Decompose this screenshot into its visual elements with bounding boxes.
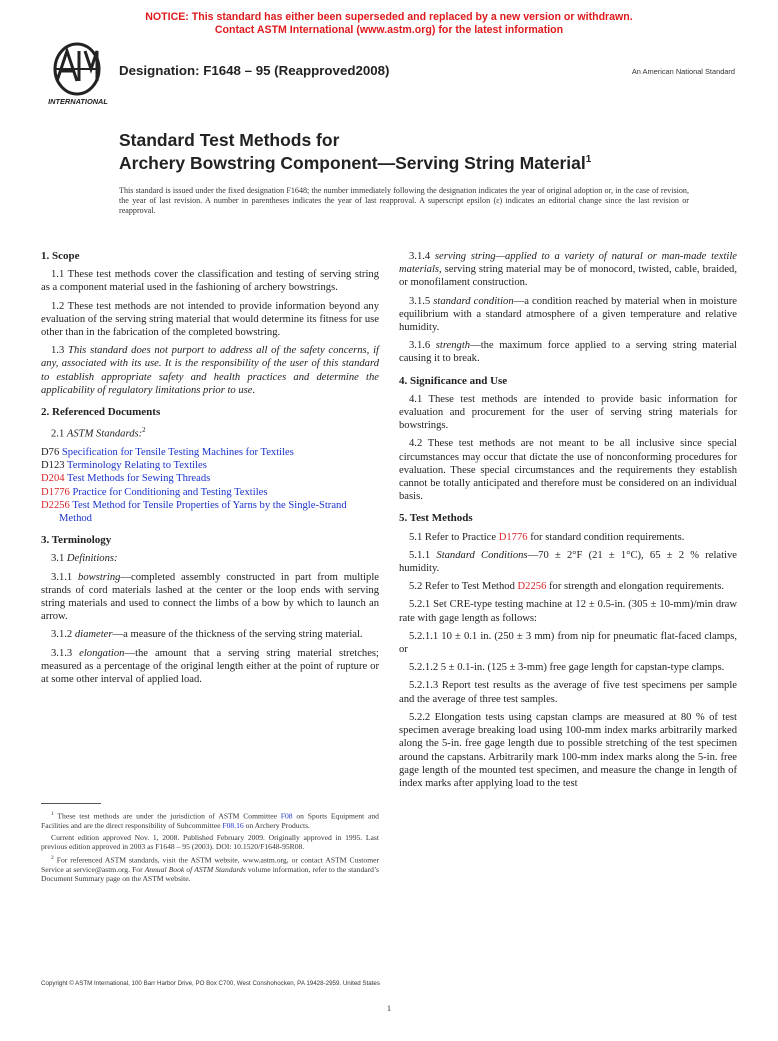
section-heading-test-methods: 5. Test Methods <box>399 512 473 525</box>
para-3-1-5: 3.1.5 standard condition—a condition reached by material when in moisture equilibrium with a standard atmosphere of a given temperature and relative humidity. <box>399 295 737 334</box>
copyright: Copyright © ASTM International, 100 Barr Harbor Drive, PO Box C700, West Conshohocken, PA 19428-2959. United States <box>41 980 380 987</box>
reference-item[interactable]: D1776 Practice for Conditioning and Testing Textiles <box>41 486 268 498</box>
footnote-ref-2[interactable]: 2 <box>142 426 146 435</box>
preamble: This standard is issued under the fixed designation F1648; the number immediately following the designation indicates the year of original adoption or, in the case of revision, the year of last revision. A number in parentheses indicates the year of last reapproval. A superscript epsilon (ε) indicates an editorial change since the last revision or reapproval. <box>119 186 689 216</box>
para-1-1: 1.1 These test methods cover the classification and testing of serving string as a component material used in the fashioning of archery bowstrings. <box>41 269 379 294</box>
para-3-1-6: 3.1.6 strength—the maximum force applied to a serving string material causing it to break. <box>399 340 737 365</box>
para-5-2-1: 5.2.1 Set CRE-type testing machine at 12 ± 0.5-in. (305 ± 10-mm)/min draw rate with gage length as follows: <box>399 599 737 624</box>
para-5-1: 5.1 Refer to Practice D1776 for standard condition requirements. <box>409 531 685 543</box>
para-3-1: 3.1 Definitions: <box>51 553 118 565</box>
test-method-link[interactable]: D2256 <box>517 581 547 593</box>
notice-line-2: Contact ASTM International (www.astm.org) for the latest information <box>214 23 564 36</box>
footnote-1: $^1$ These test methods are under the jurisdiction of ASTM Committee F08 on Sports Equipment and Facilities and are the direct responsibility of Subcommittee F08.16 on Archery Products. <box>41 811 379 831</box>
para-2-1: 2.1 ASTM Standards:$^2$ <box>51 426 146 440</box>
national-standard-label: An American National Standard <box>631 67 735 76</box>
section-heading-terminology: 3. Terminology <box>41 534 112 547</box>
para-3-1-1: 3.1.1 bowstring—completed assembly constructed in part from multiple strands of cord materials lashed at the center or the loop ends with serving string materials and used to connect the limbs of a bow by which to launch an arrow. <box>41 571 379 623</box>
para-1-2: 1.2 These test methods are not intended to provide information beyond any evaluation of the serving string material that would determine its fitness for use other than in the fabrication of the completed bowstring. <box>41 300 379 339</box>
reference-item[interactable]: D76 Specification for Tensile Testing Machines for Textiles <box>41 446 294 458</box>
para-5-2: 5.2 Refer to Test Method D2256 for strength and elongation requirements. <box>409 581 725 593</box>
para-3-1-3: 3.1.3 elongation—the amount that a serving string material stretches; measured as a percentage of the original length either at the point of rupture or at some other interval of applied load. <box>41 647 379 686</box>
footnote-1-edition: Current edition approved Nov. 1, 2008. Published February 2009. Originally approved in 1995. Last previous edition approved in 2003 as F1648 – 95 (2003). DOI: 10.1520/F1648-95R08. <box>41 832 379 852</box>
practice-link[interactable]: D1776 <box>498 531 528 543</box>
page-number: 1 <box>386 1003 392 1013</box>
para-1-3: 1.3 This standard does not purport to address all of the safety concerns, if any, associated with its use. It is the responsibility of the user of this standard to establish appropriate safety and health practices and determine the applicability of regulatory limitations prior to use. <box>41 345 379 396</box>
logo-text: INTERNATIONAL <box>48 97 108 106</box>
title-footnote-ref[interactable]: 1 <box>585 154 592 165</box>
title-line-1: Standard Test Methods for <box>119 130 340 150</box>
designation: Designation: F1648 – 95 (Reapproved2008) <box>119 63 390 78</box>
left-column <box>41 250 379 691</box>
para-5-1-1: 5.1.1 Standard Conditions—70 ± 2°F (21 ± 1°C), 65 ± 2 % relative humidity. <box>399 549 737 575</box>
notice-banner <box>0 11 778 36</box>
para-5-2-1-3: 5.2.1.3 Report test results as the average of five test specimens per sample and the average of three test samples. <box>399 680 737 705</box>
footnote-2: $^2$ For referenced ASTM standards, visit the ASTM website, www.astm.org, or contact ASTM Customer Service at service@astm.org. For Annual Book of ASTM Standards volume information, refer to the standard’s Document Summary page on the ASTM website. <box>41 854 380 884</box>
para-5-2-2: 5.2.2 Elongation tests using capstan clamps are measured at 80 % of test specimen average breaking load using 100-mm index marks arbitrarily marked along the 5-in. free gage length due to possible stretching of the test specimen around the capstans. Arbitrarily mark 100-mm index marks along the 5-in. free gage length of the mounted test specimen, and measure the change in length of index marks after applying load to the test <box>399 711 737 789</box>
para-5-2-1-2: 5.2.1.2 5 ± 0.1-in. (125 ± 3-mm) free gage length for capstan-type clamps. <box>409 662 725 674</box>
section-heading-references: 2. Referenced Documents <box>41 406 161 419</box>
notice-line-1: NOTICE: This standard has either been superseded and replaced by a new version or withdrawn. <box>145 11 633 23</box>
para-4-1: 4.1 These test methods are intended to provide basic information for evaluation and procurement for the user of serving string materials for bowstrings. <box>399 393 737 432</box>
title-line-2: Archery Bowstring Component—Serving String Material$^1$ <box>119 152 592 173</box>
reference-item[interactable]: D2256 Test Method for Tensile Properties of Yarns by the Single-Strand Method <box>41 499 347 524</box>
right-column <box>399 250 737 795</box>
para-5-2-1-1: 5.2.1.1 10 ± 0.1 in. (250 ± 3 mm) from nip for pneumatic flat-faced clamps, or <box>399 630 737 656</box>
para-4-2: 4.2 These test methods are not meant to be all inclusive since special circumstances may occur that dictate the use of nonconforming procedures for evaluation. These special circumstances and the requirements they establish cannot be totally anticipated and therefore must be considered on an individual basis. <box>399 438 737 503</box>
para-3-1-4: 3.1.4 serving string—applied to a variety of natural or man-made textile materials, serving string material may be of monocord, twisted, cable, braided, or monofilament construction. <box>399 251 737 289</box>
subcommittee-link[interactable]: F08.16 <box>222 821 244 831</box>
section-heading-scope: 1. Scope <box>41 250 80 262</box>
para-3-1-2: 3.1.2 diameter—a measure of the thickness of the serving string material. <box>51 629 363 641</box>
reference-item[interactable]: D204 Test Methods for Sewing Threads <box>41 473 211 485</box>
section-heading-significance: 4. Significance and Use <box>399 374 508 387</box>
reference-item[interactable]: D123 Terminology Relating to Textiles <box>41 460 207 472</box>
footnote-divider <box>41 803 101 804</box>
astm-logo-icon <box>41 41 113 107</box>
footnotes <box>41 810 379 886</box>
astm-logo <box>41 41 113 107</box>
committee-link[interactable]: F08 <box>280 811 293 821</box>
document-title <box>119 131 591 173</box>
